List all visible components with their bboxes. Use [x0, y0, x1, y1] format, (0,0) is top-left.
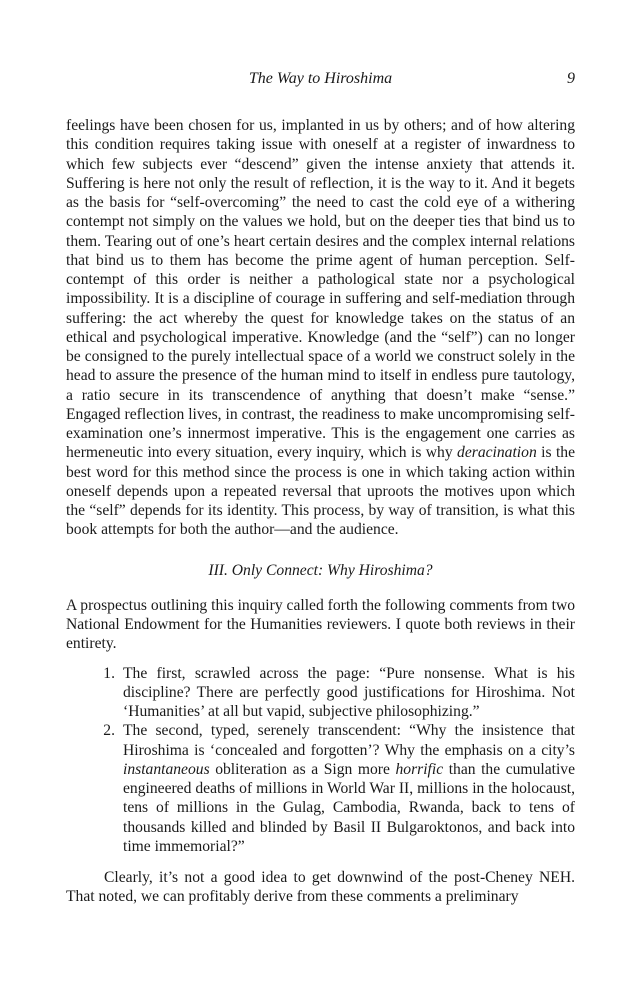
reviews-list [66, 664, 575, 857]
list-item [66, 664, 575, 722]
paragraph-continued [66, 116, 575, 540]
list-item-number: 2. [103, 722, 115, 740]
list-item [66, 721, 575, 856]
list-item-text [123, 721, 575, 856]
running-head [66, 70, 575, 92]
list-item-text-run: The first, scrawled across the page: “Pure nonsense. What is his discipline? There are perfectly good justifications for Hiroshima. Not ‘Humanities’ at all but vapid, subjective philosophizing.” [123, 664, 575, 720]
list-item-italic-run: horrific [395, 760, 444, 778]
page-number: 9 [567, 70, 575, 87]
list-item-text-run: The second, typed, serenely transcendent: “Why the insistence that Hiroshima is ‘concealed and forgotten’? Why the emphasis on a city’s [123, 722, 575, 759]
list-item-text-run: obliteration as a Sign more [209, 760, 396, 778]
list-item-number: 1. [103, 664, 115, 682]
paragraph-text-run: feelings have been chosen for us, implanted in us by others; and of how altering this condition requires taking issue with oneself at a register of inwardness to which few subjects ever “descend” given the intense anxiety that attends it. Suffering is here not only the result of reflection, it is the way to it. And it begets as the basis for “self-overcoming” the need to cast the cold eye of a withering contempt not simply on the values we hold, but on the deeper ties that bind us to them. Tearing out of one’s heart certain desires and the complex internal relations that bind us to them has become the prime agent of human perception. Self-contempt of this order is neither a pathological state nor a psychological impossibility. It is a discipline of courage in suffering and self-mediation through suffering: the act whereby the quest for knowledge takes on the status of an ethical and psychological imperative. Knowledge (and the “self”) can no longer be consigned to the purely intellectual space of a world we construct solely in the head to assure the presence of the human mind to itself in endless pure tautology, a ratio secure in its transcendence of anything that doesn’t make “sense.” Engaged reflection lives, in contrast, the readiness to make uncompromising self-examination one’s innermost imperative. This is the engagement one carries as hermeneutic into every situation, every inquiry, which is why [66, 117, 575, 462]
paragraph-italic-run: deracination [457, 444, 537, 462]
list-item-text [123, 664, 575, 722]
paragraph-text-run: is the best word for this method since the process is one in which taking action within oneself depends upon a repeated reversal that uproots the motives upon which the “self” depends for its identity. This process, by way of transition, is what this book attempts for both the author—and the audience. [66, 444, 575, 539]
section-heading: III. Only Connect: Why Hiroshima? [208, 561, 433, 579]
body-text [66, 116, 575, 907]
paragraph-neh: Clearly, it’s not a good idea to get downwind of the post-Cheney NEH. That noted, we can profitably derive from these comments a preliminary [66, 869, 575, 906]
list-item-text-run: than the cumulative engineered deaths of millions in World War II, millions in the holocaust, tens of millions in the Gulag, Cambodia, Rwanda, back to tens of thousands killed and blinded by Basil II Bulgaroktonos, and back into time immemorial?” [123, 760, 575, 855]
list-item-italic-run: instantaneous [123, 760, 210, 778]
paragraph-prospectus: A prospectus outlining this inquiry called forth the following comments from two National Endowment for the Humanities reviewers. I quote both reviews in their entirety. [66, 596, 575, 653]
running-head-title: The Way to Hiroshima [248, 70, 393, 87]
